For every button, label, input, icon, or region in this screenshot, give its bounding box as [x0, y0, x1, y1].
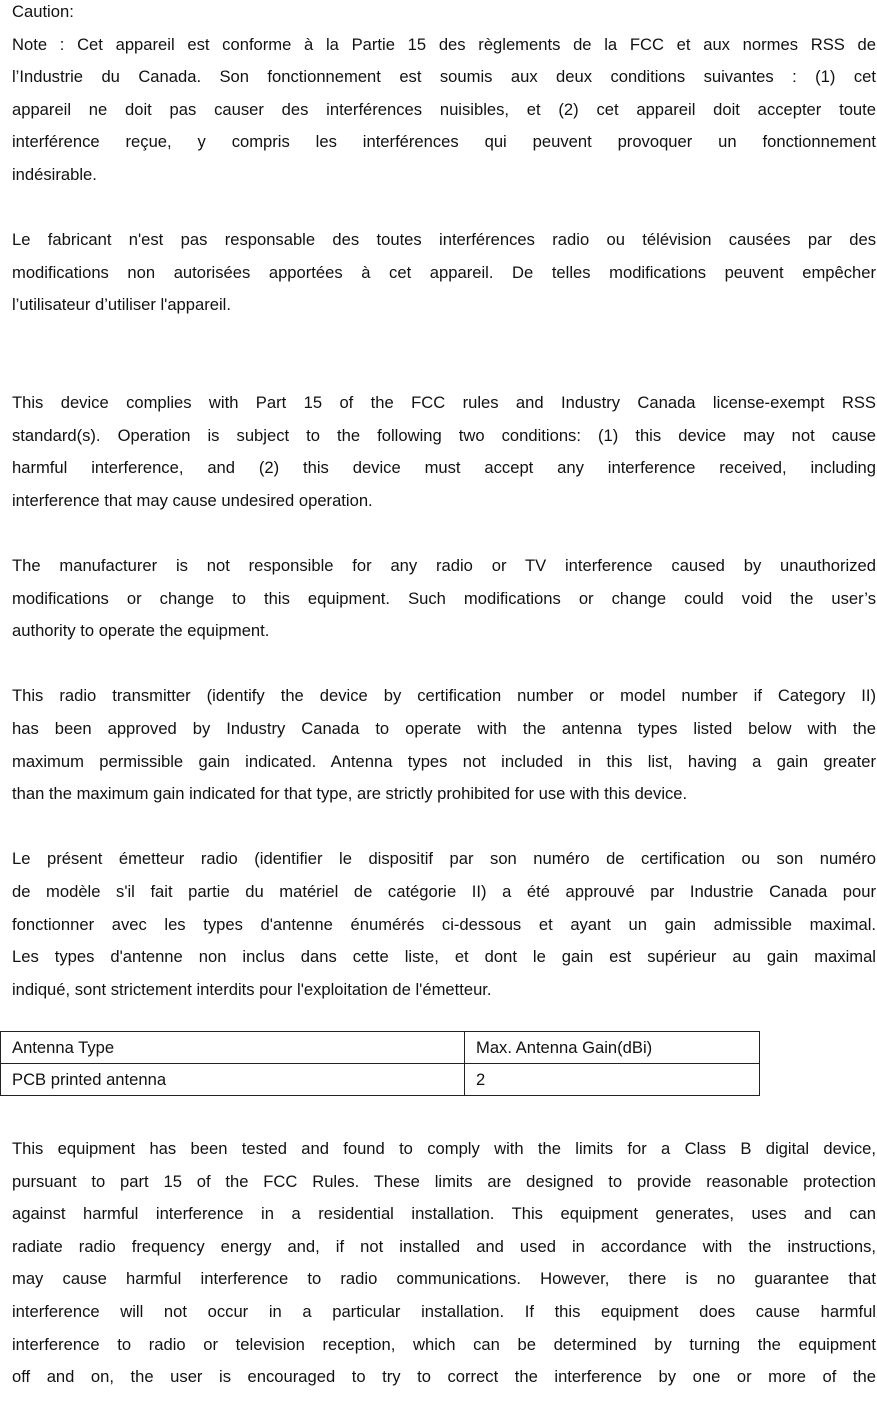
complies-section-en [12, 387, 876, 517]
paragraph-line: maximum permissible gain indicated. Antenna types not included in this list, having a gain greater [12, 751, 876, 771]
transmitter-section-fr [12, 843, 876, 1006]
paragraph-line: indiqué, sont strictement interdits pour l'exploitation de l'émetteur. [12, 979, 492, 999]
paragraph-line: standard(s). Operation is subject to the following two conditions: (1) this device may not cause [12, 425, 876, 445]
paragraph-line: than the maximum gain indicated for that type, are strictly prohibited for use with this device. [12, 784, 688, 804]
paragraph-line: This device complies with Part 15 of the FCC rules and Industry Canada license-exempt RSS [12, 393, 876, 413]
paragraph-spacer [12, 322, 876, 355]
paragraph-line: authority to operate the equipment. [12, 621, 270, 641]
paragraph-spacer [12, 192, 876, 225]
table-cell: 2 [465, 1064, 760, 1096]
paragraph-line: interférence reçue, y compris les interférences qui peuvent provoquer un fonctionnement [12, 132, 876, 152]
paragraph-line: interference will not occur in a particular installation. If this equipment does cause harmful [12, 1301, 876, 1321]
paragraph-spacer [12, 648, 876, 681]
paragraph-line: modifications or change to this equipment. Such modifications or change could void the user’s [12, 588, 876, 608]
table-cell: PCB printed antenna [1, 1064, 465, 1096]
paragraph-line: interference that may cause undesired operation. [12, 490, 373, 510]
paragraph-line: This radio transmitter (identify the device by certification number or model number if Category II) [12, 686, 876, 706]
manufacturer-section-fr [12, 224, 876, 322]
paragraph-spacer [12, 355, 876, 388]
paragraph-line: indésirable. [12, 164, 97, 184]
manufacturer-section-en [12, 550, 876, 648]
paragraph-line: pursuant to part 15 of the FCC Rules. These limits are designed to provide reasonable protection [12, 1171, 876, 1191]
table-row [1, 1064, 760, 1096]
paragraph-line: modifications non autorisées apportées à cet appareil. De telles modifications peuvent empêcher [12, 262, 876, 282]
paragraph-line: Le présent émetteur radio (identifier le dispositif par son numéro de certification ou son numéro [12, 849, 876, 869]
paragraph-spacer [12, 518, 876, 551]
paragraph-line: Note : Cet appareil est conforme à la Partie 15 des règlements de la FCC et aux normes RSS de [12, 34, 876, 54]
paragraph-line: This equipment has been tested and found to comply with the limits for a Class B digital device, [12, 1139, 876, 1158]
table-header-cell: Antenna Type [1, 1032, 465, 1064]
table-header-cell: Max. Antenna Gain(dBi) [465, 1032, 760, 1064]
paragraph-line: interference to radio or television reception, which can be determined by turning the equipment [12, 1334, 876, 1354]
paragraph-spacer [12, 811, 876, 844]
paragraph-line: l’utilisateur d’utiliser l'appareil. [12, 295, 231, 315]
classb-section-en [12, 1133, 876, 1394]
paragraph-line: may cause harmful interference to radio communications. However, there is no guarantee that [12, 1269, 876, 1289]
transmitter-section-en [12, 680, 876, 810]
antenna-table [0, 1031, 760, 1096]
paragraph-line: against harmful interference in a residential installation. This equipment generates, uses and can [12, 1204, 876, 1224]
paragraph-line: appareil ne doit pas causer des interférences nuisibles, et (2) cet appareil doit accepter toute [12, 99, 876, 119]
document-page [12, 0, 876, 1006]
paragraph-line: The manufacturer is not responsible for any radio or TV interference caused by unauthorized [12, 556, 876, 576]
paragraph-line: off and on, the user is encouraged to try to correct the interference by one or more of the [12, 1367, 876, 1387]
paragraph-line: l’Industrie du Canada. Son fonctionnement est soumis aux deux conditions suivantes : (1) cet [12, 67, 876, 87]
paragraph-line: de modèle s'il fait partie du matériel de catégorie II) a été approuvé par Industrie Canada pour [12, 882, 876, 902]
paragraph-line: Le fabricant n'est pas responsable des toutes interférences radio ou télévision causées par des [12, 230, 876, 250]
caution-heading: Caution: [12, 2, 74, 21]
caution-section-fr [12, 0, 876, 192]
paragraph-line: Les types d'antenne non inclus dans cette liste, et dont le gain est supérieur au gain maximal [12, 947, 876, 967]
paragraph-line: has been approved by Industry Canada to operate with the antenna types listed below with the [12, 719, 876, 739]
paragraph-line: radiate radio frequency energy and, if not installed and used in accordance with the instructions, [12, 1236, 876, 1256]
table-header-row [1, 1032, 760, 1064]
paragraph-line: fonctionner avec les types d'antenne énumérés ci‑dessous et ayant un gain admissible maximal. [12, 914, 876, 934]
paragraph-line: harmful interference, and (2) this device must accept any interference received, including [12, 458, 876, 478]
